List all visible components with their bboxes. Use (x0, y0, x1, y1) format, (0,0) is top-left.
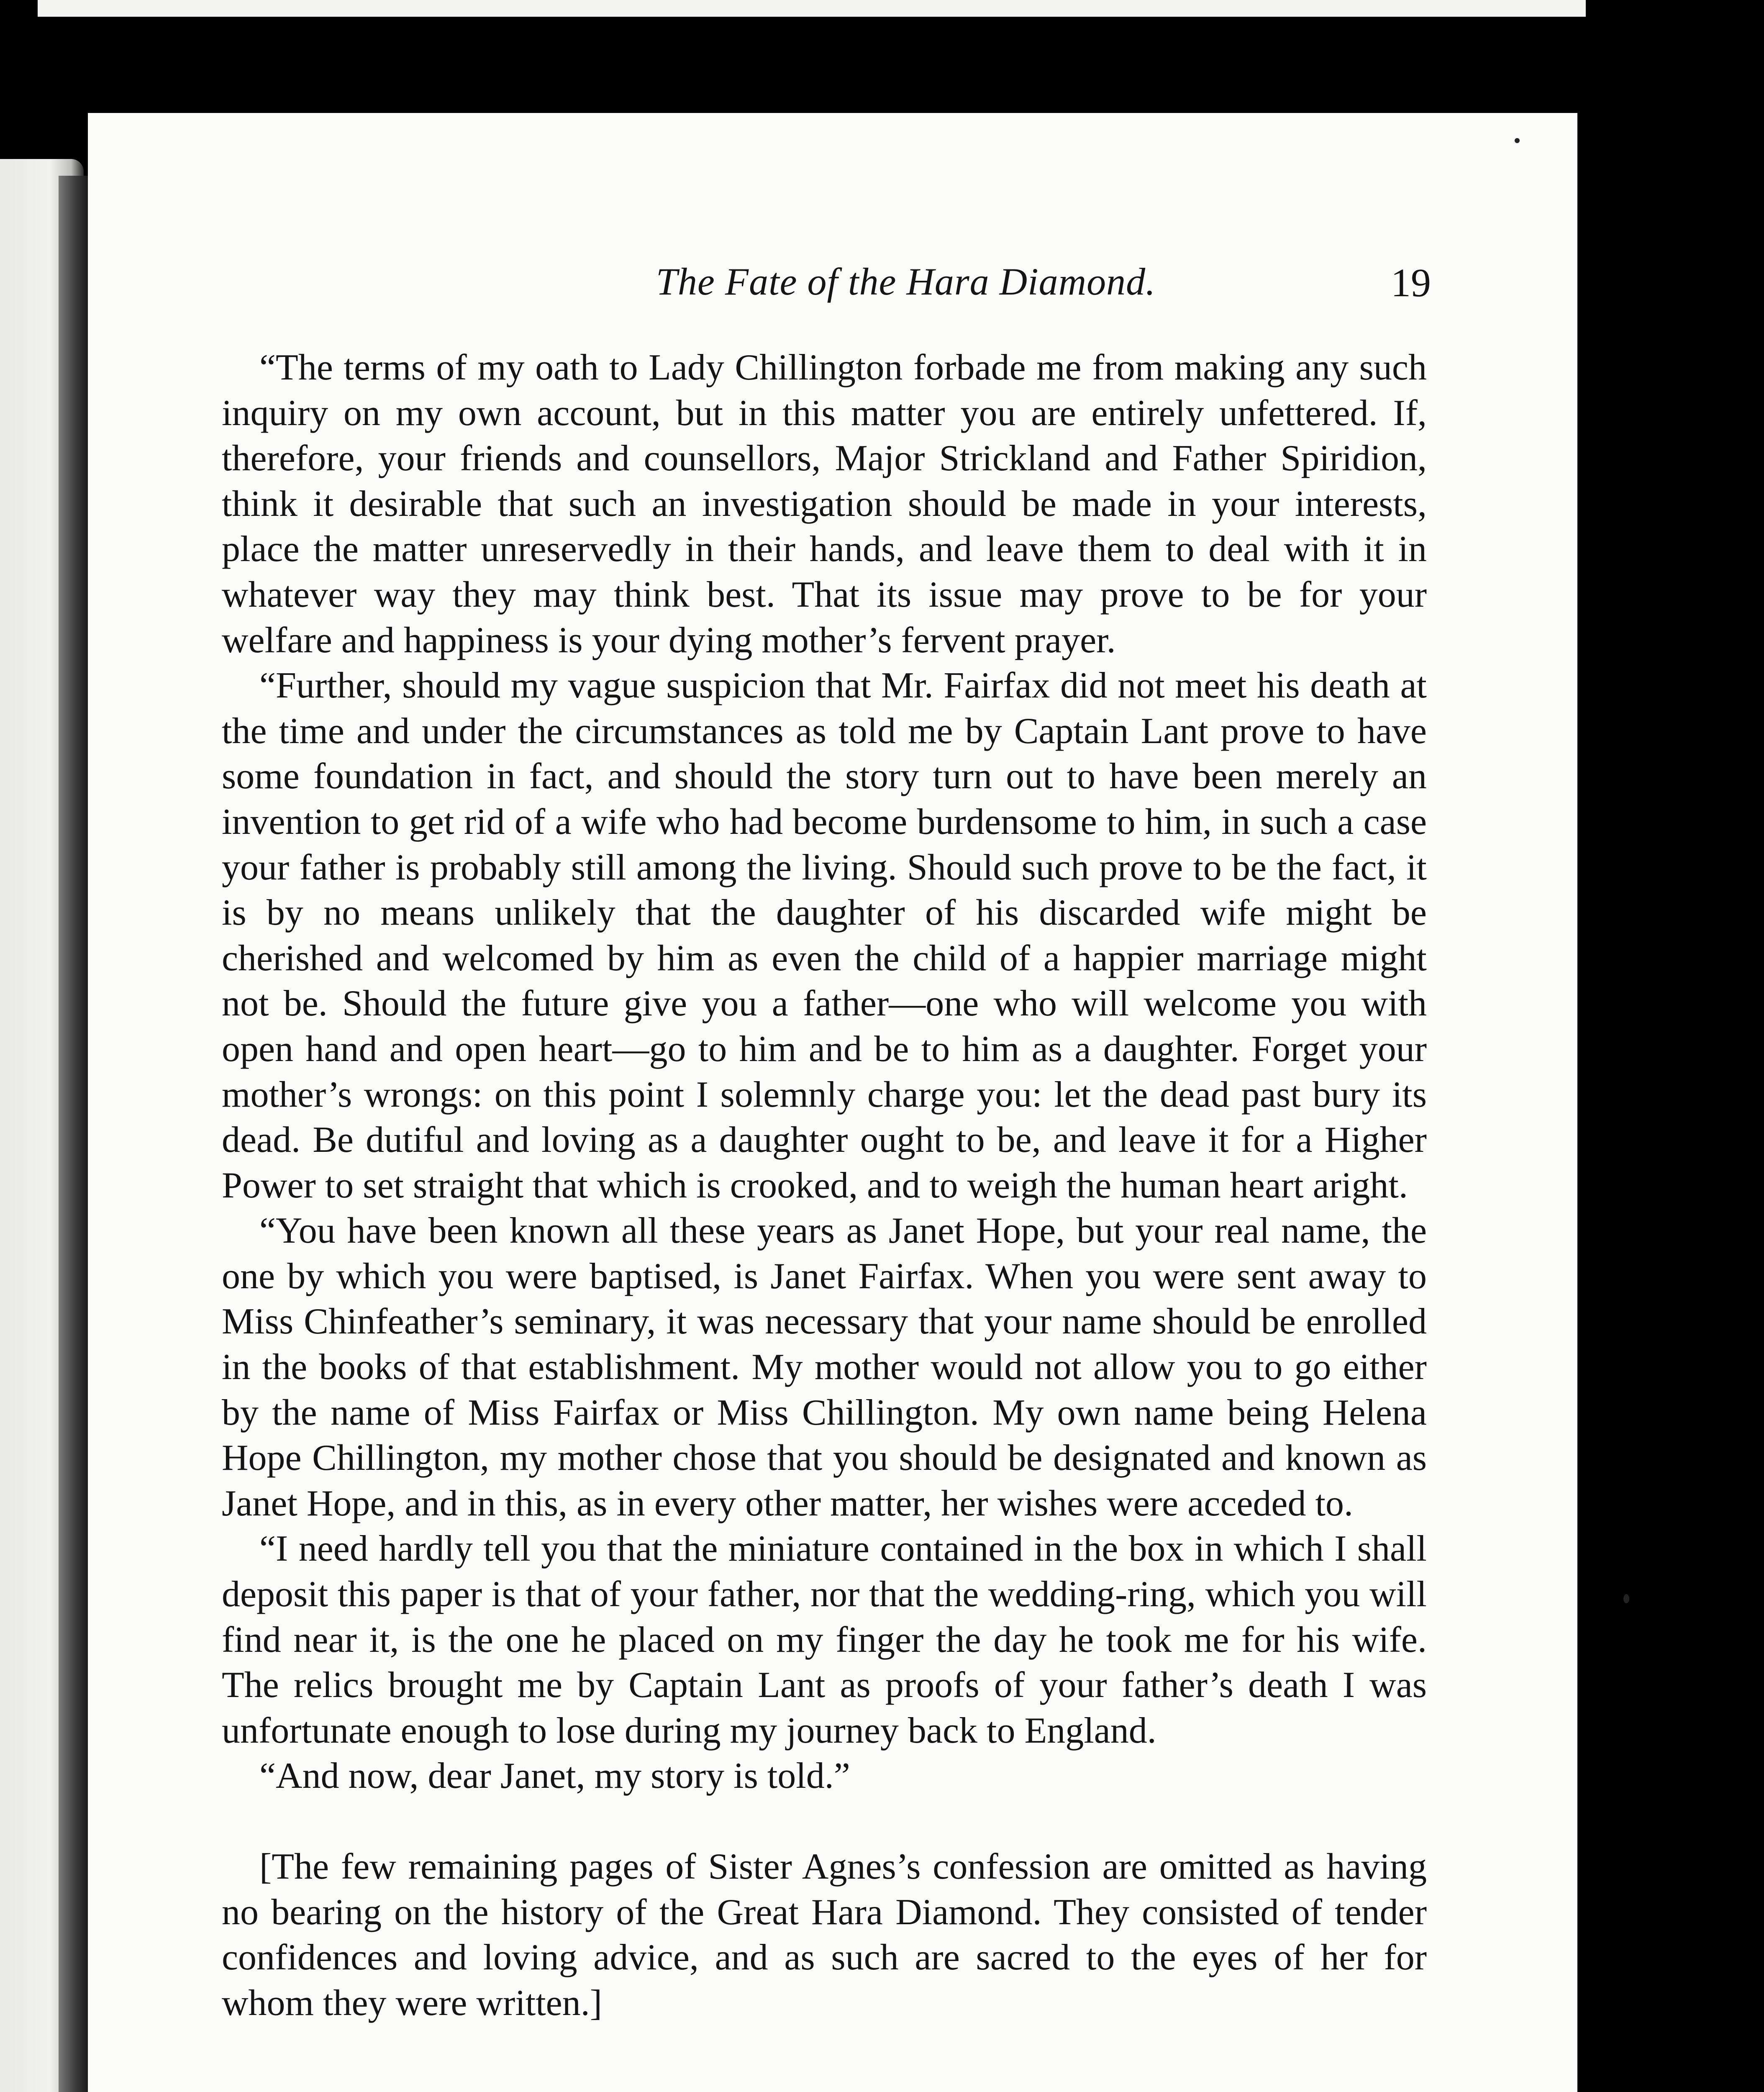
book-page (88, 113, 1577, 2092)
page-number: 19 (1391, 260, 1431, 305)
paragraph-1: “The terms of my oath to Lady Chillington forbade me from making any such inquiry on my own account, but in this matter you are entirely unfettered. If, therefore, your friends and counsellors, Major Strickland and Father Spiridion, think it desirable that such an investigation should be made in your interests, place the matter unreservedly in their hands, and leave them to deal with it in whatever way they may think best. That its issue may prove to be for your welfare and happiness is your dying mother’s fervent prayer. (222, 347, 1427, 661)
ink-speck (1515, 138, 1520, 143)
previous-page-strip (38, 0, 1586, 17)
paragraph-3: “You have been known all these years as Janet Hope, but your real name, the one by which you were baptised, is Janet Fairfax. When you were sent away to Miss Chinfeather’s seminary, it was necessary that your name should be enrolled in the books of that establishment. My mother would not allow you to go either by the name of Miss Fairfax or Miss Chillington. My own name being Helena Hope Chillington, my mother chose that you should be designated and known as Janet Hope, and in this, as in every other matter, her wishes were acceded to. (222, 1210, 1427, 1524)
running-head (88, 259, 1577, 322)
book-gutter (59, 176, 88, 2092)
paragraph-2: “Further, should my vague suspicion that Mr. Fairfax did not meet his death at the time and under the circumstances as told me by Captain Lant prove to have some foundation in fact, and should the story turn out to have been merely an invention to get rid of a wife who had become burdensome to him, in such a case your father is probably still among the living. Should such prove to be the fact, it is by no means unlikely that the daughter of his discarded wife might be cherished and welcomed by him as even the child of a happier marriage might not be. Should the future give you a father—one who will welcome you with open hand and open heart—go to him and be to him as a daughter. Forget your mother’s wrongs: on this point I solemnly charge you: let the dead past bury its dead. Be dutiful and loving as a daughter ought to be, and leave it for a Higher Power to set straight that which is crooked, and to weigh the human heart aright. (222, 665, 1427, 1206)
ink-speck (1623, 1594, 1629, 1603)
paragraph-5: “And now, dear Janet, my story is told.” (259, 1756, 850, 1797)
paragraph-4: “I need hardly tell you that the miniature contained in the box in which I shall deposit this paper is that of your father, nor that the wedding-ring, which you will find near it, is the one he placed on my finger the day he took me for his wife. The relics brought me by Captain Lant as proofs of your father’s death I was unfortunate enough to lose during my journey back to England. (222, 1528, 1427, 1751)
body-text (222, 345, 1427, 2026)
running-title: The Fate of the Hara Diamond. (656, 260, 1156, 303)
editorial-note: [The few remaining pages of Sister Agnes’s confession are omitted as having no bearing on the history of the Great Hara Diamond. They consisted of tender confidences and loving advice, and as such are sacred to the eyes of her for whom they were written.] (222, 1846, 1427, 2023)
